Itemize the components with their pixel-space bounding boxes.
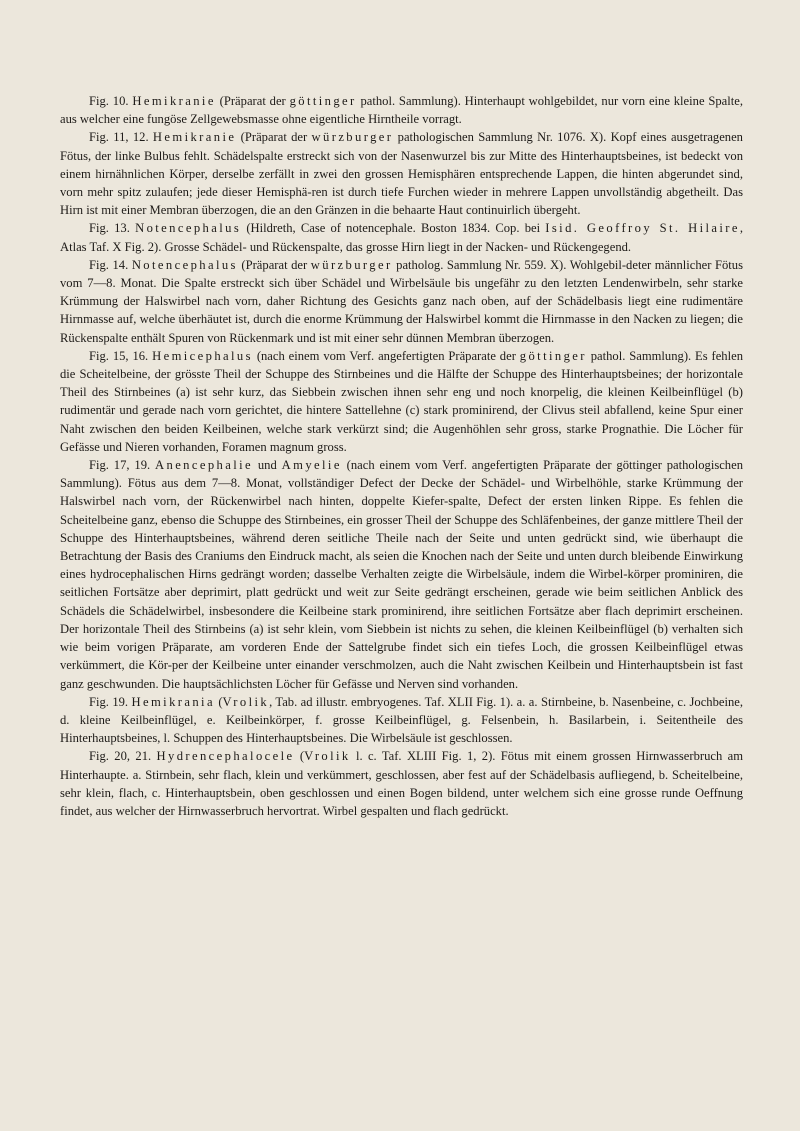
text-segment: pathol. Sammlung). Es fehlen die Scheitelbeine, der grösste Theil der Schuppe des Stirnbeines und die Hälfte der Schuppe des Hinterhauptsbeines; der horizontale Theil des Stirnbeines (a) ist sehr kurz, das Siebbein zwischen ihnen sehr eng und noch knorpelig, die kleinen Keilbeinflügel (b) rudimentär und gerade nach vorn gerichtet, die hintere Sattellehne (c) stark prominirend, der Clivus steil abfallend, keine Spur einer Naht zwischen den beiden Keilbeinen, welche stark verkürzt sind; die Augenhöhlen sehr gross, starke Prognathie. Die Löcher für Gefässe und Nieren vorhanden, Foramen magnum gross. bbox=[60, 348, 743, 454]
collection-place: göttinger bbox=[289, 94, 357, 108]
condition-name: Hemikrania bbox=[131, 694, 215, 709]
text-segment: patholog. Sammlung Nr. 559. X). Wohlgebil-deter männlicher Fötus vom 7—8. Monat. Die Spalte erstreckt sich über Schädel und Wirbelsäule bis ungefähr zu den letzten Lendenwirbeln, sehr starke Krümmung der Halswirbel nach vorn, daher Richtung des Gesichts ganz nach oben, auf der Schädelbasis liegt eine rudimentäre Hirnmasse auf, welche überhäutet ist, durch die enorme Krümmung der Halswirbel kommt die Hirnmasse in den Nacken zu liegen; die Rückenspalte enthält Spuren von Rückenmark und ist mit einer sehr dünnen Membran überzogen. bbox=[60, 257, 743, 345]
paragraph-fig-11-12 bbox=[60, 128, 743, 219]
text-segment: ( bbox=[214, 694, 223, 709]
figure-number: Fig. 10. bbox=[89, 94, 129, 108]
text-segment: (Präparat der bbox=[236, 130, 312, 145]
author-name: Isid. Geoffroy St. Hilaire bbox=[545, 221, 740, 236]
paragraph-fig-17-19 bbox=[60, 456, 743, 693]
text-segment: (nach einem vom Verf. angefertigten Präparate der bbox=[252, 348, 520, 363]
figure-number: Fig. 17, 19. bbox=[89, 458, 151, 473]
paragraph-fig-13 bbox=[60, 219, 743, 255]
figure-number: Fig. 13. bbox=[89, 221, 130, 236]
figure-number: Fig. 15, 16. bbox=[89, 348, 149, 363]
text-segment: , Tab. ad illustr. embryogenes. Taf. XLII Fig. 1). a. a. Stirnbeine, b. Nasenbeine, c. Jochbeine, d. kleine Keilbeinflügel, e. Keilbeinkörper, f. grosse Keilbeinflügel, g. Felsenbein, h. Basilarbein, i. Seitentheile des Hinterhauptsbeines, l. Schuppen des Hinterhauptsbeines. Die Wirbelsäule ist geschlossen. bbox=[60, 694, 744, 746]
text-segment: l. c. Taf. XLIII Fig. 1, 2). Fötus mit einem grossen Hirnwasserbruch am Hinterhaupte. a. Stirnbein, sehr flach, klein und verkümmert, geschlossen, aber fest auf der Schädelbasis aufliegend, b. Scheitelbeine, sehr klein, flach, c. Hinterhauptsbein, oben geschlossen und einen Bogen bildend, unter welchem sich eine grosse runde Oeffnung findet, aus welcher der Hirnwasserbruch hervortrat. Wirbel gespalten und flach gedrückt. bbox=[60, 749, 744, 818]
collection-place: würzburger bbox=[310, 257, 393, 272]
paragraph-fig-20-21 bbox=[60, 747, 743, 820]
condition-name-2: Amyelie bbox=[281, 458, 342, 473]
text-segment: (Präparat der bbox=[237, 257, 311, 272]
condition-name: Hemikranie bbox=[152, 130, 237, 145]
figure-number: Fig. 11, 12. bbox=[89, 130, 149, 145]
text-segment: (Präparat der bbox=[215, 94, 290, 108]
collection-place: würzburger bbox=[311, 130, 394, 145]
condition-name: Notencephalus bbox=[131, 257, 238, 272]
paragraph-fig-10 bbox=[60, 92, 743, 128]
condition-name: Hydrencephalocele bbox=[156, 749, 295, 764]
author-name: Vrolik bbox=[222, 694, 270, 709]
condition-name: Notencephalus bbox=[135, 221, 242, 236]
collection-place: göttinger bbox=[519, 348, 587, 363]
body-text bbox=[60, 92, 743, 820]
condition-name: Hemikranie bbox=[132, 94, 216, 108]
paragraph-fig-14 bbox=[60, 256, 743, 347]
text-segment: ( bbox=[294, 749, 305, 764]
paragraph-fig-15-16 bbox=[60, 347, 743, 456]
paragraph-fig-19 bbox=[60, 693, 743, 748]
text-segment: (Hildreth, Case of notencephale. Boston 1834. Cop. bei bbox=[241, 221, 546, 236]
author-name: Vrolik bbox=[304, 749, 351, 764]
figure-number: Fig. 14. bbox=[89, 257, 129, 272]
figure-number: Fig. 19. bbox=[89, 694, 129, 709]
text-segment: pathol. Sammlung). Hinterhaupt wohlgebildet, nur vorn eine kleine Spalte, aus welcher eine fungöse Zellgewebsmasse ohne eigentliche Hirntheile vorragt. bbox=[60, 94, 743, 127]
figure-number: Fig. 20, 21. bbox=[89, 749, 152, 764]
text-segment: , Atlas Taf. X Fig. 2). Grosse Schädel- und Rückenspalte, das grosse Hirn liegt in der Nacken- und Rückengegend. bbox=[60, 221, 743, 254]
condition-name: Hemicephalus bbox=[152, 348, 253, 363]
text-segment: pathologischen Sammlung Nr. 1076. X). Kopf eines ausgetragenen Fötus, der linke Bulbus fehlt. Schädelspalte erstreckt sich von der Nasenwurzel bis zur Mitte des Hinterhauptsbeines, ist bedeckt von einem hirnähnlichen Körper, derselbe zerfällt in zwei den grossen Hemisphären entsprechende Lappen, die hinten abgerundet sind, vorn mehr spitz zulaufen; jede dieser Hemisphä-ren ist durch tiefe Furchen wieder in mehrere Lappen unvollständig abgetheilt. Das Hirn ist mit einer Membran überzogen, die an den Gränzen in die behaarte Haut continuirlich übergeht. bbox=[60, 130, 743, 218]
text-segment: (nach einem vom Verf. angefertigten Präparate der göttinger pathologischen Sammlung). Fötus aus dem 7—8. Monat, vollständiger Defect der Decke der Schädel- und Wirbelhöhle, starke Krümmung der Halswirbel nach vorn, der Rückenwirbel nach hinten, doppelte Kiefer-spalte, Defect der ersten linken Rippe. Es fehlen die Scheitelbeine ganz, ebenso die Schuppe des Stirnbeines, ein grosser Theil der Schuppe des Schläfenbeines, der ganze mittlere Theil der Schuppe des Hinterhauptsbeines, während deren seitliche Theile nach der Seite und unten gedrückt sind, wie überhaupt die Betrachtung der Basis des Craniums den Eindruck macht, als seien die Knochen nach der Seite und unten durch bleibende Einwirkung eines hydrocephalischen Hirns gedrängt worden; dasselbe Verhalten zeigte die Wirbelsäule, indem die Wirbel-körper prominiren, die seitlichen Fortsätze aber deprimirt, platt gedrückt und weit zur Seite gedrängt erscheinen, gerade wie beim seitlichen Anblick des Schädels die Schädelwirbel, insbesondere die Keilbeine stark prominirend, ihre seitlichen Fortsätze aber flach deprimirt erscheinen. Der horizontale Theil des Stirnbeins (a) ist sehr klein, vom Siebbein ist nichts zu sehen, die kleinen Keilbeinflügel (b) verhalten sich wie beim vorigen Präparate, am vorderen Ende der Sattelgrube findet sich ein tiefes Loch, die grossen Keilbeinflügel etwas verkümmert, die Kör-per der Keilbeine unter einander verschmolzen, auch die Naht zwischen Keilbein und Hinterhauptsbein ist fast ganz geschwunden. Die hauptsächlichsten Löcher für Gefässe und Nerven sind vorhanden. bbox=[60, 458, 743, 691]
condition-name: Anencephalie bbox=[155, 458, 254, 473]
text-segment: und bbox=[253, 458, 282, 473]
